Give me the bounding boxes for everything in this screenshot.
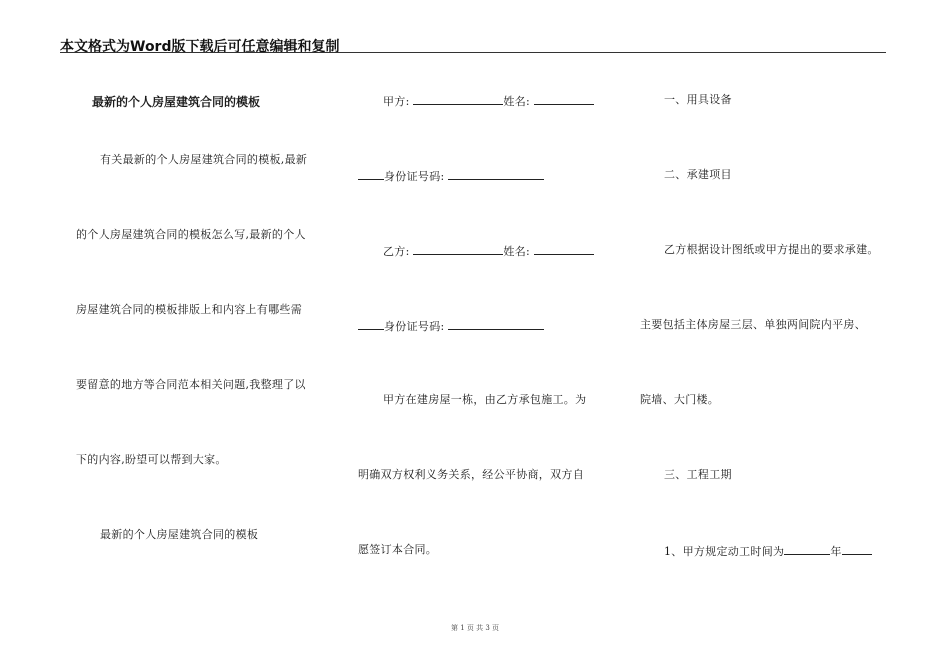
party-b-blank[interactable] <box>413 243 503 255</box>
id-label: 身份证号码: <box>384 170 445 183</box>
paragraph-line: 甲方在建房屋一栋，由乙方承包施工。为 <box>383 393 587 406</box>
start-date-label: 1、甲方规定动工时间为 <box>664 545 785 558</box>
paragraph-line: 有关最新的个人房屋建筑合同的模板,最新 <box>100 153 308 166</box>
paragraph-line: 主要包括主体房屋三层、单独两间院内平房、 <box>640 318 866 331</box>
id-label: 身份证号码: <box>384 320 445 333</box>
paragraph-line: 明确双方权利义务关系，经公平协商，双方自 <box>358 468 584 481</box>
id-line <box>358 168 544 184</box>
party-a-line <box>383 93 594 109</box>
party-b-label: 乙方: <box>383 245 410 258</box>
document-header: 本文格式为Word版下载后可任意编辑和复制 <box>60 39 340 55</box>
year-label: 年 <box>830 545 842 558</box>
id-prefix-blank[interactable] <box>358 318 384 330</box>
paragraph-line: 愿签订本合同。 <box>358 543 438 556</box>
section-heading: 二、承建项目 <box>664 168 732 181</box>
start-date-line <box>664 543 872 559</box>
party-a-blank[interactable] <box>413 93 503 105</box>
paragraph-line: 要留意的地方等合同范本相关问题,我整理了以 <box>76 378 306 391</box>
header-divider <box>60 52 886 53</box>
party-a-label: 甲方: <box>383 95 410 108</box>
party-b-line <box>383 243 594 259</box>
paragraph-line: 房屋建筑合同的模板排版上和内容上有哪些需 <box>76 303 302 316</box>
name-label: 姓名: <box>503 245 531 258</box>
page-number: 第 1 页 共 3 页 <box>450 624 500 632</box>
id-blank[interactable] <box>448 318 544 330</box>
id-prefix-blank[interactable] <box>358 168 384 180</box>
paragraph-line: 下的内容,盼望可以帮到大家。 <box>76 453 227 466</box>
paragraph-line: 的个人房屋建筑合同的模板怎么写,最新的个人 <box>76 228 306 241</box>
document-title: 最新的个人房屋建筑合同的模板 <box>92 95 261 109</box>
paragraph-line: 院墙、大门楼。 <box>640 393 720 406</box>
month-blank[interactable] <box>842 543 872 555</box>
section-heading: 三、工程工期 <box>664 468 732 481</box>
year-blank[interactable] <box>784 543 830 555</box>
id-blank[interactable] <box>448 168 544 180</box>
name-blank[interactable] <box>534 93 594 105</box>
paragraph-line: 最新的个人房屋建筑合同的模板 <box>100 528 259 541</box>
name-label: 姓名: <box>503 95 531 108</box>
name-blank[interactable] <box>534 243 594 255</box>
id-line <box>358 318 544 334</box>
paragraph-line: 乙方根据设计图纸或甲方提出的要求承建。 <box>664 243 879 256</box>
section-heading: 一、用具设备 <box>664 93 732 106</box>
